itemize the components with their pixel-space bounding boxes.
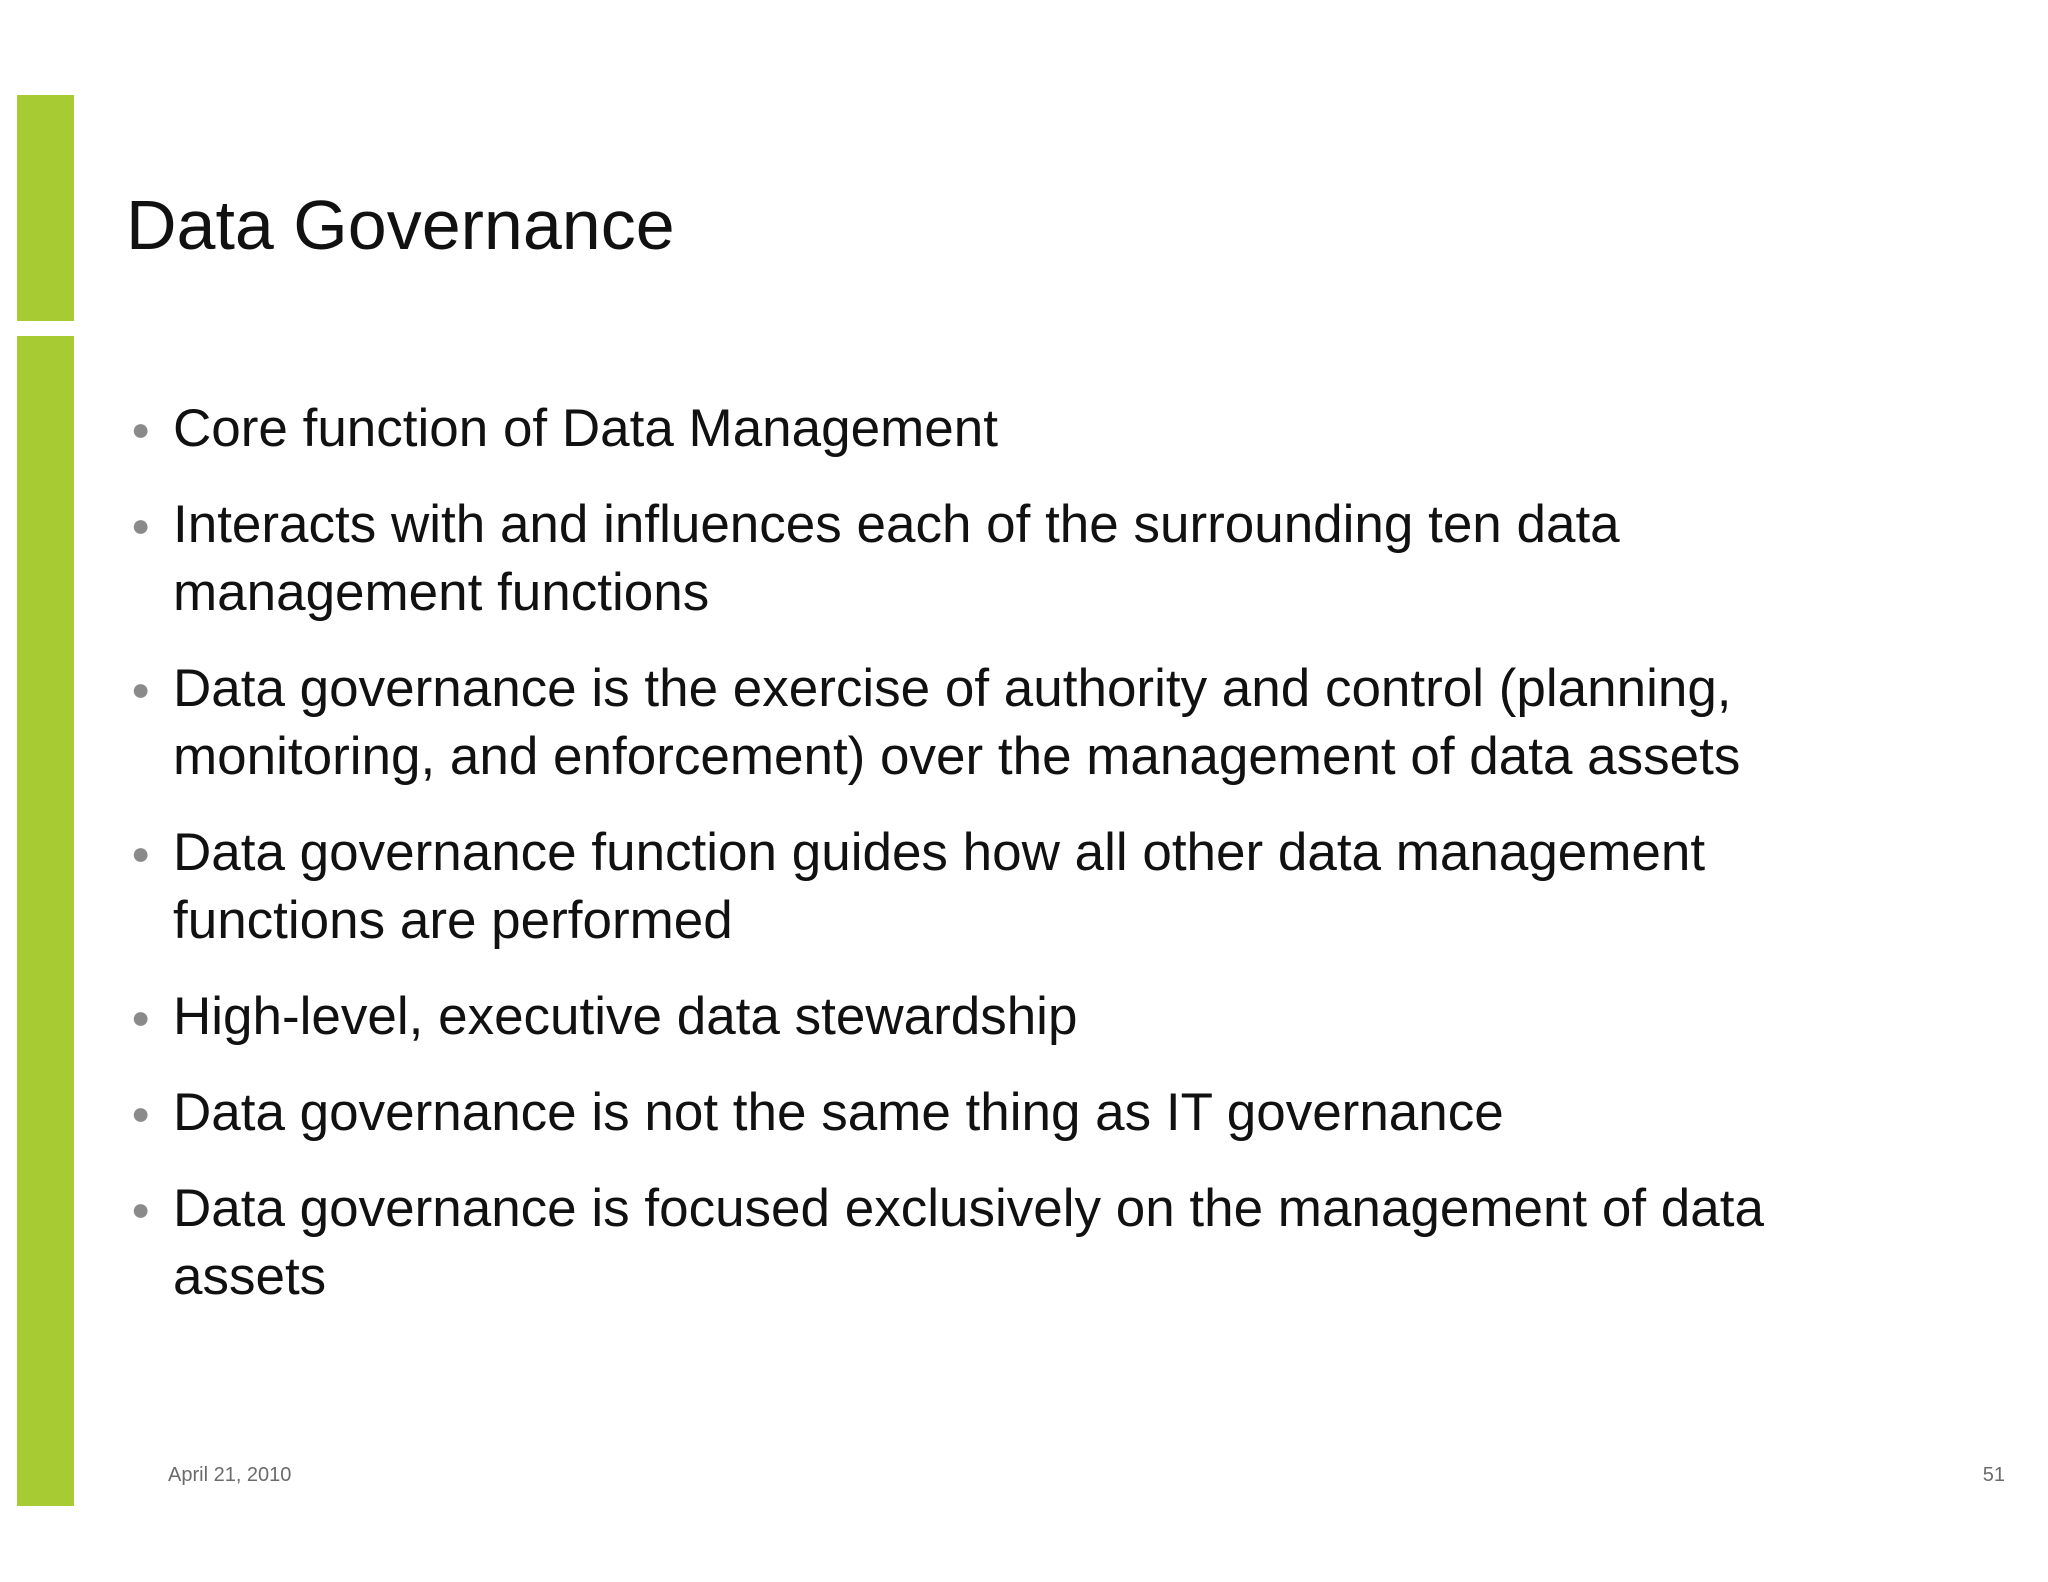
bullet-item (126, 491, 1926, 627)
bullet-dot-icon: ● (131, 411, 151, 447)
bullet-item (126, 1079, 1926, 1147)
bullet-item (126, 655, 1926, 791)
page-number: 51 (1982, 1464, 2005, 1486)
bullet-dot-icon: ● (131, 671, 151, 707)
bullet-item (126, 1175, 1926, 1311)
bullet-dot-icon: ● (131, 507, 151, 543)
bullet-text: Data governance is focused exclusively on the management of data assets (173, 1179, 1764, 1306)
bullet-list (126, 395, 1926, 1339)
accent-bar-top (17, 95, 74, 321)
bullet-text: Interacts with and influences each of the surrounding ten data management functions (173, 495, 1620, 622)
bullet-text: Data governance is the exercise of authority and control (planning, monitoring, and enforcement) over the management of data assets (173, 659, 1741, 786)
bullet-item (126, 983, 1926, 1051)
accent-bar-bottom (17, 336, 74, 1506)
slide-title: Data Governance (126, 186, 675, 264)
bullet-text: High-level, executive data stewardship (173, 987, 1078, 1046)
bullet-text: Data governance is not the same thing as IT governance (173, 1083, 1504, 1142)
bullet-dot-icon: ● (131, 1191, 151, 1227)
bullet-dot-icon: ● (131, 835, 151, 871)
bullet-text: Core function of Data Management (173, 399, 998, 458)
footer-date: April 21, 2010 (168, 1464, 292, 1486)
bullet-item (126, 395, 1926, 463)
bullet-text: Data governance function guides how all other data management functions are performed (173, 823, 1706, 950)
bullet-dot-icon: ● (131, 1095, 151, 1131)
bullet-dot-icon: ● (131, 999, 151, 1035)
bullet-item (126, 819, 1926, 955)
